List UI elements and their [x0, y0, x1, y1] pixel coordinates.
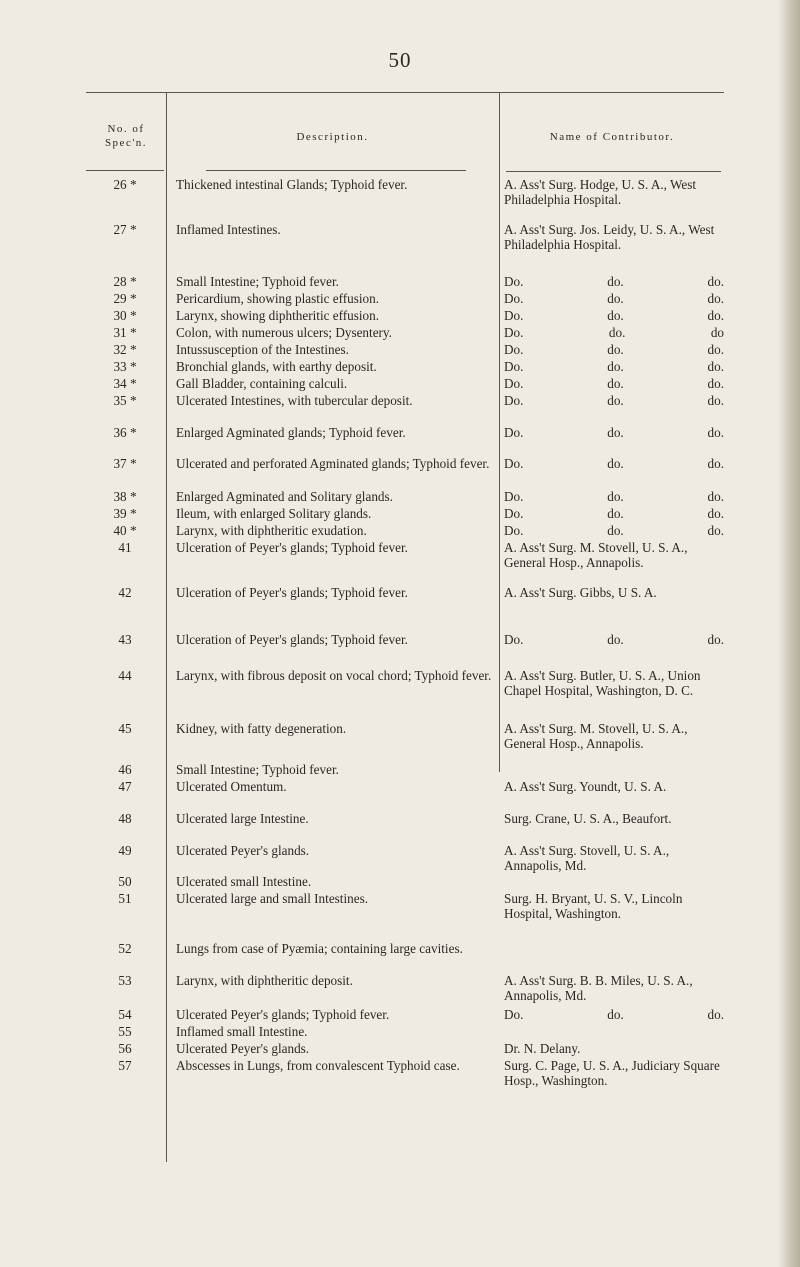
- page-edge-shadow: [778, 0, 800, 1267]
- specimen-description: Small Intestine; Typhoid fever.: [176, 762, 339, 777]
- ditto-mark: do.: [607, 506, 624, 521]
- ditto-mark: do.: [707, 632, 724, 647]
- ditto-mark: do.: [707, 425, 724, 440]
- spec-number: 34 *: [113, 376, 137, 391]
- ditto-mark: Do.: [504, 342, 524, 357]
- ditto-mark: Do.: [504, 523, 524, 538]
- spec-number: 32 *: [113, 342, 137, 357]
- contributor-ditto: [504, 524, 724, 539]
- contributor-name: A. Ass't Surg. M. Stovell, U. S. A., General Hosp., Annapolis.: [504, 540, 688, 570]
- contributor-ditto: [504, 633, 724, 648]
- contributor-ditto: [504, 309, 724, 324]
- ditto-mark: Do.: [504, 291, 524, 306]
- specimen-description: Abscesses in Lungs, from convalescent Typhoid case.: [176, 1058, 460, 1073]
- contributor-name: Surg. C. Page, U. S. A., Judiciary Square Hosp., Washington.: [504, 1058, 720, 1088]
- column-divider-1: [166, 92, 167, 1162]
- specimen-description: Ileum, with enlarged Solitary glands.: [176, 506, 372, 521]
- ditto-mark: do: [710, 325, 724, 340]
- header-rule-2: [206, 170, 466, 171]
- spec-number: 41: [118, 540, 132, 555]
- specimen-description: Ulcerated and perforated Agminated glands; Typhoid fever.: [176, 456, 490, 471]
- specimen-description: Pericardium, showing plastic effusion.: [176, 291, 380, 306]
- contributor-ditto: [504, 360, 724, 375]
- contributor-name: A. Ass't Surg. Stovell, U. S. A., Annapolis, Md.: [504, 843, 670, 873]
- contributor-ditto: [504, 326, 724, 341]
- spec-number: 50: [118, 874, 132, 889]
- contributor-name: A. Ass't Surg. Hodge, U. S. A., West Philadelphia Hospital.: [504, 177, 697, 207]
- ditto-mark: Do.: [504, 308, 524, 323]
- spec-number: 42: [118, 585, 132, 600]
- contributor-name: A. Ass't Surg. Gibbs, U S. A.: [504, 585, 657, 600]
- contributor-name: Surg. H. Bryant, U. S. V., Lincoln Hospital, Washington.: [504, 891, 683, 921]
- ditto-mark: do.: [707, 506, 724, 521]
- spec-number: 48: [118, 811, 132, 826]
- spec-number: 29 *: [113, 291, 137, 306]
- contributor-name: A. Ass't Surg. Butler, U. S. A., Union Chapel Hospital, Washington, D. C.: [504, 668, 701, 698]
- spec-number: 36 *: [113, 425, 137, 440]
- specimen-description: Lungs from case of Pyæmia; containing large cavities.: [176, 941, 463, 956]
- spec-number: 38 *: [113, 489, 137, 504]
- specimen-description: Ulceration of Peyer's glands; Typhoid fever.: [176, 585, 408, 600]
- spec-number: 49: [118, 843, 132, 858]
- specimen-table: [86, 92, 724, 1162]
- ditto-mark: Do.: [504, 1007, 524, 1022]
- ditto-mark: Do.: [504, 359, 524, 374]
- header-rule-1: [86, 170, 164, 171]
- ditto-mark: do.: [707, 291, 724, 306]
- ditto-mark: do.: [707, 456, 724, 471]
- ditto-mark: do.: [607, 291, 624, 306]
- specimen-description: Ulcerated Peyer's glands; Typhoid fever.: [176, 1007, 390, 1022]
- spec-number: 51: [118, 891, 132, 906]
- specimen-description: Inflamed Intestines.: [176, 222, 281, 237]
- contributor-name: A. Ass't Surg. Youndt, U. S. A.: [504, 779, 667, 794]
- specimen-description: Inflamed small Intestine.: [176, 1024, 308, 1039]
- ditto-mark: do.: [607, 359, 624, 374]
- specimen-description: Gall Bladder, containing calculi.: [176, 376, 348, 391]
- specimen-description: Kidney, with fatty degeneration.: [176, 721, 347, 736]
- specimen-description: Intussusception of the Intestines.: [176, 342, 349, 357]
- ditto-mark: do.: [607, 456, 624, 471]
- ditto-mark: Do.: [504, 393, 524, 408]
- spec-number: 45: [118, 721, 132, 736]
- contributor-ditto: [504, 457, 724, 472]
- table-top-rule: [86, 92, 724, 93]
- spec-number: 26 *: [113, 177, 137, 192]
- contributor-ditto: [504, 343, 724, 358]
- ditto-mark: do.: [707, 274, 724, 289]
- ditto-mark: do.: [608, 325, 626, 340]
- spec-number: 35 *: [113, 393, 137, 408]
- ditto-mark: do.: [607, 308, 624, 323]
- ditto-mark: do.: [707, 342, 724, 357]
- specimen-description: Ulcerated large Intestine.: [176, 811, 309, 826]
- contributor-ditto: [504, 275, 724, 290]
- spec-number: 27 *: [113, 222, 137, 237]
- ditto-mark: Do.: [504, 632, 524, 647]
- specimen-description: Colon, with numerous ulcers; Dysentery.: [176, 325, 392, 340]
- specimen-description: Enlarged Agminated glands; Typhoid fever.: [176, 425, 406, 440]
- spec-number: 40 *: [113, 523, 137, 538]
- ditto-mark: do.: [707, 523, 724, 538]
- page-number: 50: [388, 48, 412, 72]
- spec-number: 57: [118, 1058, 132, 1073]
- ditto-mark: do.: [707, 489, 724, 504]
- ditto-mark: do.: [607, 632, 624, 647]
- ditto-mark: Do.: [504, 506, 524, 521]
- ditto-mark: Do.: [504, 456, 524, 471]
- contributor-ditto: [504, 490, 724, 505]
- column-divider-2: [499, 92, 500, 772]
- contributor-name: Dr. N. Delany.: [504, 1041, 581, 1056]
- contributor-name: A. Ass't Surg. Jos. Leidy, U. S. A., West Philadelphia Hospital.: [504, 222, 715, 252]
- ditto-mark: Do.: [504, 425, 524, 440]
- ditto-mark: do.: [707, 1007, 724, 1022]
- specimen-description: Ulceration of Peyer's glands; Typhoid fever.: [176, 632, 408, 647]
- specimen-description: Ulcerated small Intestine.: [176, 874, 312, 889]
- specimen-description: Larynx, with fibrous deposit on vocal chord; Typhoid fever.: [176, 668, 492, 683]
- ditto-mark: do.: [707, 376, 724, 391]
- ditto-mark: do.: [607, 489, 624, 504]
- contributor-name: A. Ass't Surg. B. B. Miles, U. S. A., Annapolis, Md.: [504, 973, 693, 1003]
- spec-number: 56: [118, 1041, 132, 1056]
- contributor-ditto: [504, 1008, 724, 1023]
- spec-number: 33 *: [113, 359, 137, 374]
- specimen-description: Ulcerated Peyer's glands.: [176, 1041, 310, 1056]
- ditto-mark: Do.: [504, 274, 524, 289]
- spec-number: 44: [118, 668, 132, 683]
- ditto-mark: do.: [607, 342, 624, 357]
- specimen-description: Ulcerated large and small Intestines.: [176, 891, 369, 906]
- ditto-mark: Do.: [504, 376, 524, 391]
- spec-number: 43: [118, 632, 132, 647]
- specimen-description: Ulcerated Omentum.: [176, 779, 287, 794]
- specimen-description: Small Intestine; Typhoid fever.: [176, 274, 339, 289]
- contributor-ditto: [504, 507, 724, 522]
- spec-number: 39 *: [113, 506, 137, 521]
- spec-number: 55: [118, 1024, 132, 1039]
- contributor-ditto: [504, 377, 724, 392]
- specimen-description: Ulcerated Peyer's glands.: [176, 843, 310, 858]
- ditto-mark: do.: [607, 425, 624, 440]
- specimen-description: Thickened intestinal Glands; Typhoid fever.: [176, 177, 408, 192]
- specimen-description: Bronchial glands, with earthy deposit.: [176, 359, 377, 374]
- spec-number: 47: [118, 779, 132, 794]
- contributor-name: A. Ass't Surg. M. Stovell, U. S. A., General Hosp., Annapolis.: [504, 721, 688, 751]
- spec-number: 54: [118, 1007, 132, 1022]
- ditto-mark: do.: [607, 523, 624, 538]
- specimen-description: Larynx, with diphtheritic exudation.: [176, 523, 367, 538]
- spec-number: 52: [118, 941, 132, 956]
- ditto-mark: do.: [607, 393, 624, 408]
- contributor-ditto: [504, 426, 724, 441]
- ditto-mark: do.: [607, 1007, 624, 1022]
- header-contributor: Name of Contributor.: [549, 131, 675, 143]
- ditto-mark: do.: [607, 274, 624, 289]
- spec-number: 31 *: [113, 325, 137, 340]
- specimen-description: Ulceration of Peyer's glands; Typhoid fever.: [176, 540, 408, 555]
- spec-number: 28 *: [113, 274, 137, 289]
- contributor-ditto: [504, 394, 724, 409]
- ditto-mark: Do.: [504, 489, 524, 504]
- ditto-mark: Do.: [504, 325, 524, 340]
- spec-number: 37 *: [113, 456, 137, 471]
- spec-number: 30 *: [113, 308, 137, 323]
- header-description: Description.: [296, 131, 369, 143]
- contributor-name: Surg. Crane, U. S. A., Beaufort.: [504, 811, 672, 826]
- spec-number: 46: [118, 762, 132, 777]
- ditto-mark: do.: [707, 359, 724, 374]
- specimen-description: Ulcerated Intestines, with tubercular deposit.: [176, 393, 413, 408]
- ditto-mark: do.: [707, 308, 724, 323]
- ditto-mark: do.: [607, 376, 624, 391]
- ditto-mark: do.: [707, 393, 724, 408]
- contributor-ditto: [504, 292, 724, 307]
- header-spec-no: No. of Spec'n.: [104, 123, 148, 149]
- spec-number: 53: [118, 973, 132, 988]
- specimen-description: Enlarged Agminated and Solitary glands.: [176, 489, 393, 504]
- header-rule-3: [506, 171, 721, 172]
- specimen-description: Larynx, with diphtheritic deposit.: [176, 973, 353, 988]
- specimen-description: Larynx, showing diphtheritic effusion.: [176, 308, 380, 323]
